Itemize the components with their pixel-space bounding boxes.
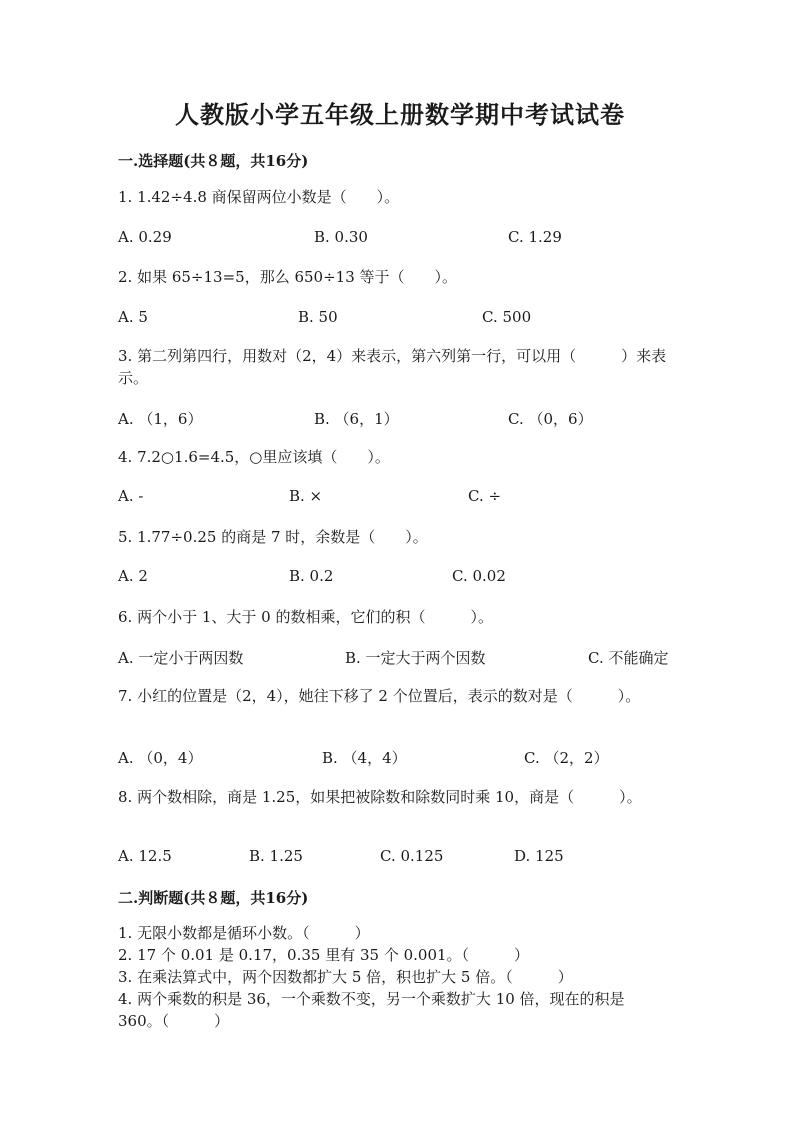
section-heading-true-false: 二.判断题(共８题，共16分) [118, 889, 309, 907]
q6-option-a: A. 一定小于两因数 [118, 649, 244, 667]
judgment-item-1: 1. 无限小数都是循环小数。（ ） [118, 924, 370, 942]
question-3: 3. 第二列第四行，用数对（2，4）来表示，第六列第一行，可以用（ ）来表示。 [118, 347, 667, 387]
judgment-item-4: 4. 两个乘数的积是 36，一个乘数不变，另一个乘数扩大 10 倍，现在的积是 360。（ ） [118, 990, 625, 1030]
judgment-item-2: 2. 17 个 0.01 是 0.17，0.35 里有 35 个 0.001。（ ） [118, 946, 530, 964]
q6-option-b: B. 一定大于两个因数 [345, 649, 486, 667]
question-7: 7. 小红的位置是（2，4），她往下移了 2 个位置后，表示的数对是（ ）。 [118, 687, 641, 705]
q2-option-a: A. 5 [118, 308, 148, 326]
q6-option-c: C. 不能确定 [588, 649, 669, 667]
q1-option-a: A. 0.29 [118, 228, 172, 246]
question-5: 5. 1.77÷0.25 的商是 7 时，余数是（ ）。 [118, 528, 428, 546]
q8-option-c: C. 0.125 [380, 847, 444, 865]
q4-option-c: C. ÷ [468, 487, 502, 505]
q5-option-c: C. 0.02 [452, 567, 506, 585]
question-2: 2. 如果 65÷13=5，那么 650÷13 等于（ ）。 [118, 268, 458, 286]
q2-option-c: C. 500 [482, 308, 532, 326]
q3-option-a: A. （1，6） [118, 410, 203, 428]
question-8: 8. 两个数相除，商是 1.25，如果把被除数和除数同时乘 10，商是（ ）。 [118, 788, 642, 806]
judgment-item-3: 3. 在乘法算式中，两个因数都扩大 5 倍，积也扩大 5 倍。（ ） [118, 968, 573, 986]
question-4: 4. 7.2○1.6=4.5，○里应该填（ ）。 [118, 448, 390, 466]
q3-option-c: C. （0，6） [508, 410, 593, 428]
q8-option-d: D. 125 [514, 847, 564, 865]
q1-option-c: C. 1.29 [508, 228, 562, 246]
q8-option-b: B. 1.25 [249, 847, 303, 865]
q1-option-b: B. 0.30 [314, 228, 368, 246]
q7-option-a: A. （0，4） [118, 749, 203, 767]
q7-option-c: C. （2，2） [524, 749, 609, 767]
q8-option-a: A. 12.5 [118, 847, 172, 865]
q5-option-b: B. 0.2 [289, 567, 334, 585]
question-6: 6. 两个小于 1、大于 0 的数相乘，它们的积（ ）。 [118, 608, 493, 626]
q2-option-b: B. 50 [298, 308, 338, 326]
q4-option-a: A. - [118, 487, 144, 505]
q5-option-a: A. 2 [118, 567, 148, 585]
q3-option-b: B. （6，1） [314, 410, 399, 428]
question-1: 1. 1.42÷4.8 商保留两位小数是（ ）。 [118, 188, 400, 206]
section-heading-multiple-choice: 一.选择题(共８题，共16分) [118, 152, 309, 170]
q4-option-b: B. × [289, 487, 323, 505]
q7-option-b: B. （4，4） [322, 749, 407, 767]
exam-title: 人教版小学五年级上册数学期中考试试卷 [175, 100, 625, 129]
